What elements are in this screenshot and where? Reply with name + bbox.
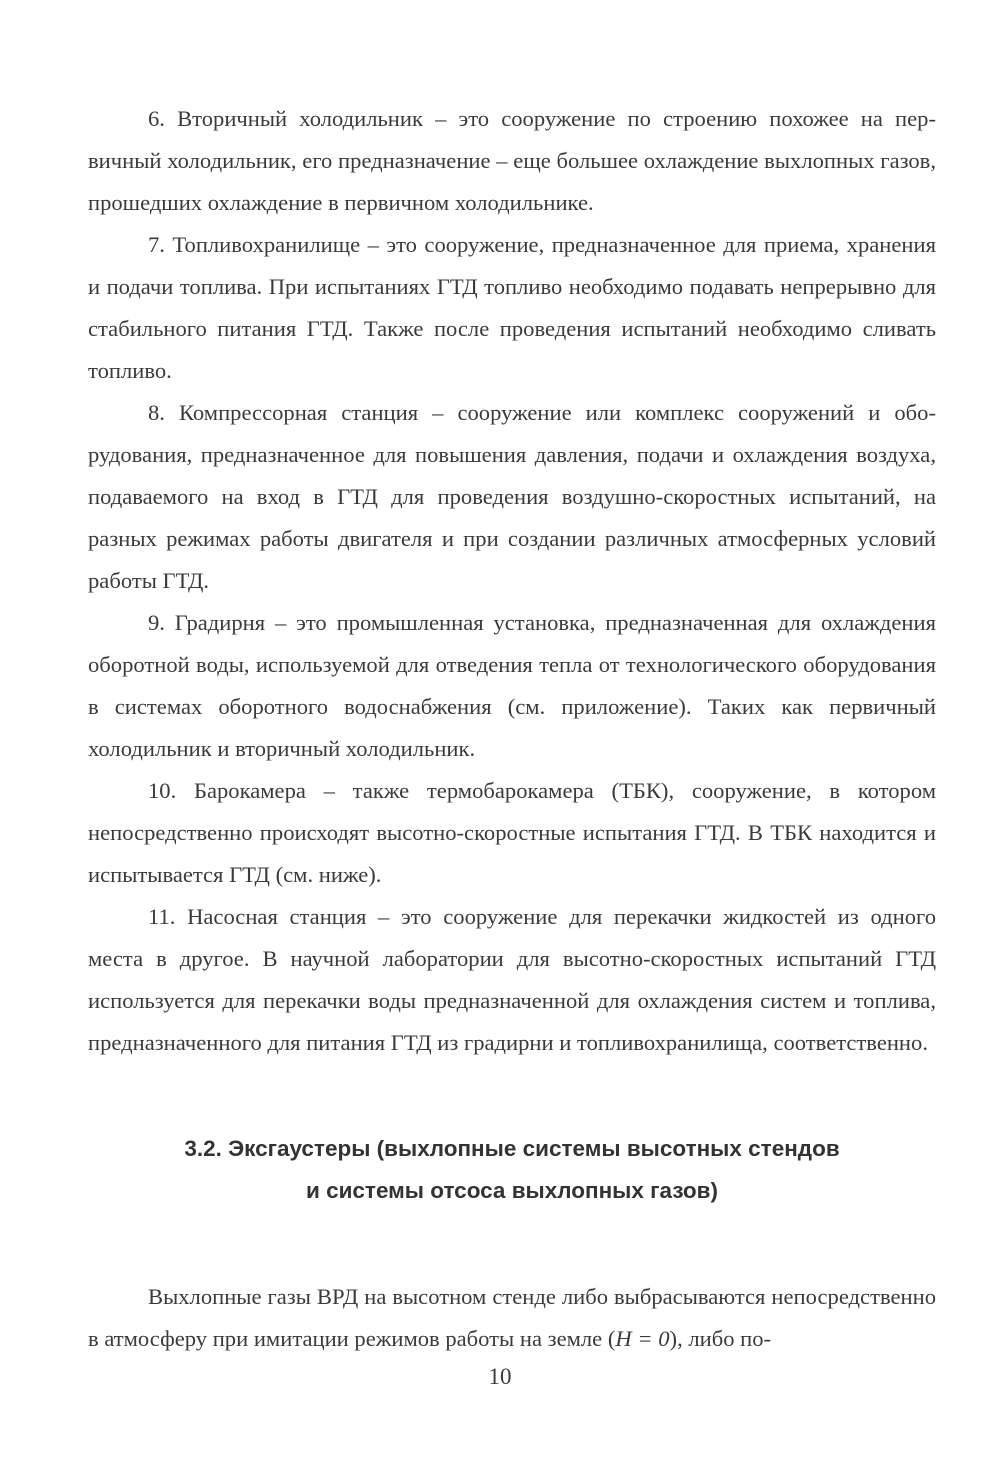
- section-intro-text-before: Выхлопные газы ВРД на высотном стенде либо выбрасываются непосредственно в атмосферу при имитации режимов работы на земле (: [88, 1284, 936, 1351]
- section-intro-text-after: ), либо по-: [669, 1326, 772, 1351]
- paragraph-fuel-storage: 7. Топливохранилище – это сооружение, предназначенное для приема, хранения и подачи топлива. При испытаниях ГТД топливо необходимо подавать непрерывно для стабильного питания ГТД. Также после проведения испытаний необходимо сливать топливо.: [88, 232, 936, 383]
- section-intro-paragraph: [88, 1276, 936, 1360]
- paragraph-secondary-cooler: 6. Вторичный холодильник – это сооружение по строению похожее на первичный холодильник, его предназначение – еще большее охлаждение выхлопных газов, прошедших охлаждение в первичном холодильнике.: [88, 106, 936, 215]
- section-heading-line-1: 3.2. Эксгаустеры (выхлопные системы высотных стендов: [184, 1136, 840, 1161]
- page-body: [88, 98, 936, 1360]
- section-heading: [88, 1128, 936, 1212]
- paragraph-cooling-tower: 9. Градирня – это промышленная установка, предназначенная для охлаждения оборотной воды, используемой для отведения тепла от технологического оборудования в системах оборотного водоснабжения (см. приложение). Таких как первичный холодильник и вторичный холодильник.: [88, 610, 936, 761]
- paragraph-compressor-station: 8. Компрессорная станция – сооружение или комплекс сооружений и оборудования, предназначенное для повышения давления, подачи и охлаждения воздуха, подаваемого на вход в ГТД для проведения воздушно-скоростных испытаний, на разных режимах работы двигателя и при создании различных атмосферных условий работы ГТД.: [88, 400, 936, 593]
- page-number: 10: [488, 1364, 512, 1389]
- paragraph-pressure-chamber: 10. Барокамера – также термобарокамера (ТБК), сооружение, в котором непосредственно происходят высотно-скоростные испытания ГТД. В ТБК находится и испытывается ГТД (см. ниже).: [88, 778, 936, 887]
- paragraph-pump-station: 11. Насосная станция – это сооружение для перекачки жидкостей из одного места в другое. В научной лаборатории для высотно-скоростных испытаний ГТД используется для перекачки воды предназначенной для охлаждения систем и топлива, предназначенного для питания ГТД из градирни и топливохранилища, соответственно.: [88, 904, 936, 1055]
- section-heading-line-2: и системы отсоса выхлопных газов): [305, 1178, 719, 1203]
- section-intro-formula: H = 0: [615, 1326, 670, 1351]
